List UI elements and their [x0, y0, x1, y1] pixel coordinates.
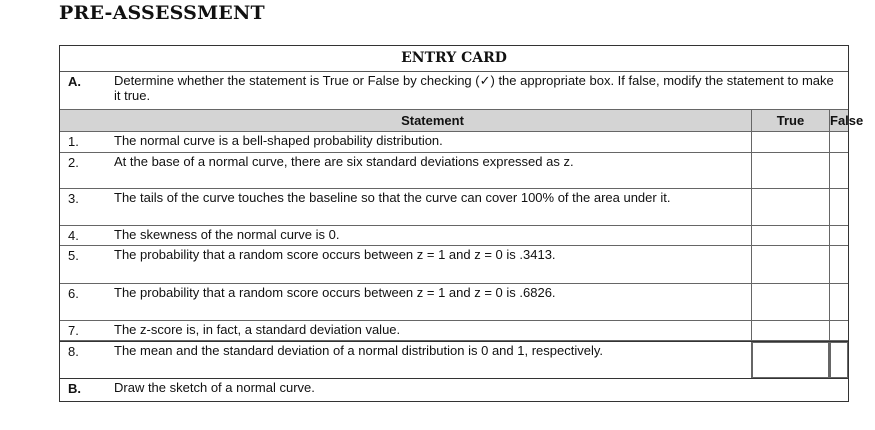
part-b-row — [60, 379, 848, 401]
table-row — [60, 246, 848, 284]
false-column-header: False — [830, 113, 864, 128]
part-a-row — [60, 72, 848, 110]
table-row — [60, 284, 848, 321]
item-number: 1. — [68, 134, 79, 149]
true-column-header: True — [752, 110, 830, 131]
true-checkbox-4[interactable] — [752, 226, 830, 245]
true-checkbox-2[interactable] — [752, 153, 830, 188]
item-number: 4. — [68, 228, 79, 243]
item-statement: The normal curve is a bell-shaped probability distribution. — [114, 132, 752, 152]
item-number: 2. — [68, 155, 79, 170]
table-header-row — [60, 110, 864, 132]
item-statement: The tails of the curve touches the baseline so that the curve can cover 100% of the area under it. — [114, 189, 752, 225]
table-row — [60, 341, 848, 379]
item-number: 8. — [68, 344, 79, 359]
true-checkbox-8[interactable] — [752, 342, 830, 378]
item-statement: The skewness of the normal curve is 0. — [114, 226, 752, 245]
item-statement: The probability that a random score occurs between z = 1 and z = 0 is .6826. — [114, 284, 752, 320]
item-statement: At the base of a normal curve, there are six standard deviations expressed as z. — [114, 153, 752, 188]
item-statement: The probability that a random score occurs between z = 1 and z = 0 is .3413. — [114, 246, 752, 283]
item-statement: The mean and the standard deviation of a normal distribution is 0 and 1, respectively. — [114, 342, 752, 378]
table-row — [60, 153, 848, 189]
false-checkbox-8[interactable] — [830, 342, 848, 378]
card-title: ENTRY CARD — [60, 46, 848, 72]
true-checkbox-6[interactable] — [752, 284, 830, 320]
false-checkbox-1[interactable] — [830, 132, 848, 152]
item-statement: The z-score is, in fact, a standard deviation value. — [114, 321, 752, 340]
table-row — [60, 321, 848, 341]
statement-column-header: Statement — [60, 110, 752, 131]
item-number: 5. — [68, 248, 79, 263]
table-row — [60, 132, 848, 153]
table-row — [60, 226, 848, 246]
table-row — [60, 189, 848, 226]
true-checkbox-1[interactable] — [752, 132, 830, 152]
part-b-label: B. — [68, 381, 81, 396]
false-checkbox-4[interactable] — [830, 226, 848, 245]
page-title: PRE-ASSESSMENT — [59, 2, 265, 24]
true-checkbox-7[interactable] — [752, 321, 830, 340]
part-b-instruction: Draw the sketch of a normal curve. — [114, 380, 315, 395]
false-checkbox-7[interactable] — [830, 321, 848, 340]
false-checkbox-2[interactable] — [830, 153, 848, 188]
true-checkbox-3[interactable] — [752, 189, 830, 225]
false-checkbox-3[interactable] — [830, 189, 848, 225]
part-a-instruction: Determine whether the statement is True or False by checking (✓) the appropriate box. If false, modify the statement to make it true. — [114, 73, 834, 103]
item-number: 3. — [68, 191, 79, 206]
false-checkbox-6[interactable] — [830, 284, 848, 320]
item-number: 7. — [68, 323, 79, 338]
entry-card — [59, 45, 864, 402]
item-number: 6. — [68, 286, 79, 301]
true-checkbox-5[interactable] — [752, 246, 830, 283]
part-a-label: A. — [68, 74, 81, 89]
false-checkbox-5[interactable] — [830, 246, 848, 283]
